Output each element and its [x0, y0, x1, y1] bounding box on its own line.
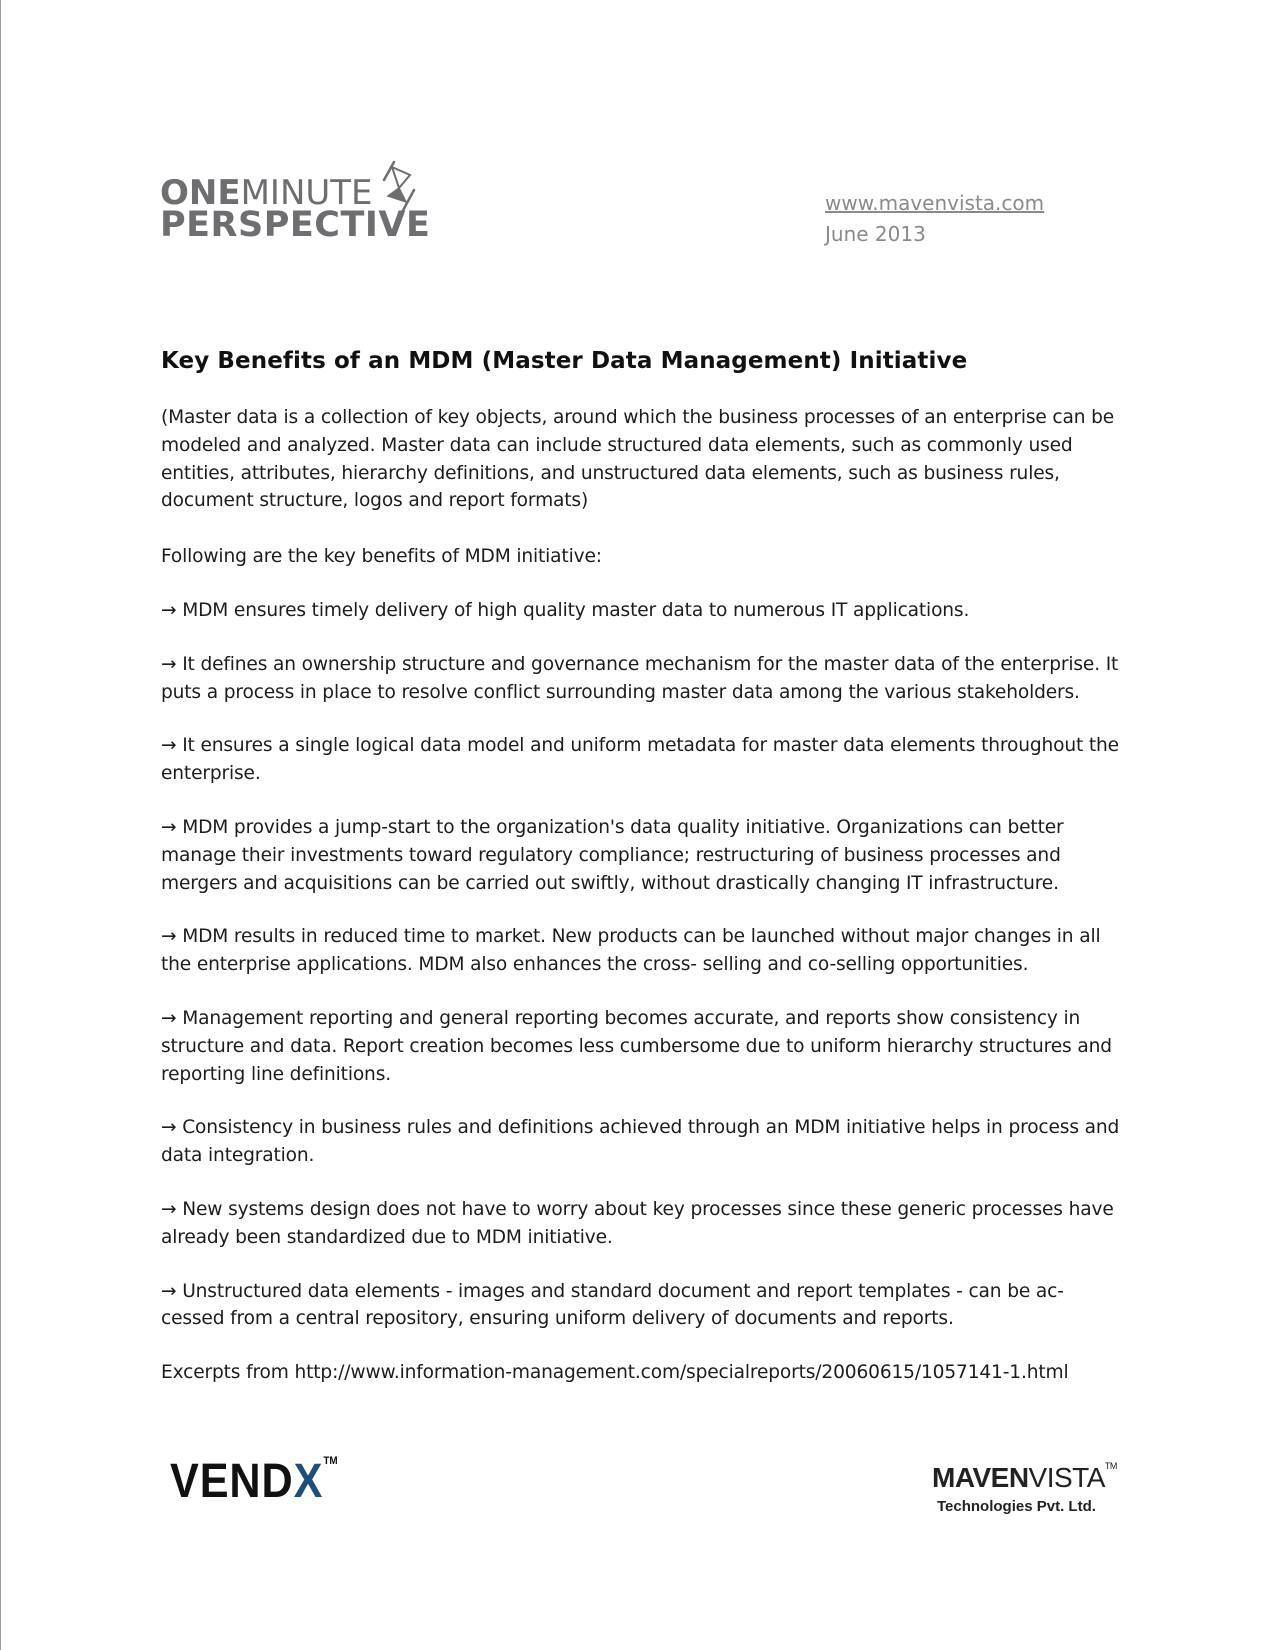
page-edge	[0, 0, 1, 1650]
article-title: Key Benefits of an MDM (Master Data Management) Initiative	[161, 348, 968, 374]
mavenvista-wordmark: MAVENVISTA™	[932, 1461, 1117, 1493]
hourglass-icon	[382, 158, 416, 216]
article-body	[161, 348, 1121, 1413]
benefit-item: → Unstructured data elements - images and standard document and report templates - can be ac-cessed from a central repository, ensuring uniform delivery of documents and reports.	[161, 1280, 1064, 1330]
arrow-icon: →	[161, 816, 177, 838]
lead-in-text: Following are the key benefits of MDM initiative:	[161, 546, 602, 568]
benefit-item: → MDM results in reduced time to market. New products can be launched without major changes in all the enterprise applications. MDM also enhances the cross- selling and co-selling opportunities.	[161, 926, 1101, 976]
arrow-icon: →	[161, 735, 177, 757]
benefit-item: → Management reporting and general reporting becomes accurate, and reports show consistency in structure and data. Report creation becomes less cumbersome due to uniform hierarchy structures and reporting line definitions.	[161, 1007, 1112, 1085]
intro-paragraph: (Master data is a collection of key objects, around which the business processes of an enterprise can be modeled and analyzed. Master data can include structured data elements, such as commonly used entities, attributes, hierarchy definitions, and unstructured data elements, such as business rules, document structure, logos and report formats)	[161, 407, 1115, 512]
benefit-item: → MDM provides a jump-start to the organization's data quality initiative. Organizations can better manage their investments toward regulatory compliance; restructuring of business processes and mergers and acquisitions can be carried out swiftly, without drastically changing IT infrastructure.	[161, 816, 1064, 894]
website-link[interactable]: www.mavenvista.com	[825, 191, 1045, 215]
arrow-icon: →	[161, 926, 177, 948]
arrow-icon: →	[161, 1007, 177, 1029]
arrow-icon: →	[161, 599, 177, 621]
benefit-item: → MDM ensures timely delivery of high quality master data to numerous IT applications.	[161, 599, 970, 621]
benefit-item: → It defines an ownership structure and governance mechanism for the master data of the enterprise. It puts a process in place to resolve conflict surrounding master data among the various stakeholders.	[161, 653, 1119, 703]
logo-line-1: ONEMINUTE	[160, 173, 373, 213]
arrow-icon: →	[161, 1280, 177, 1302]
arrow-icon: →	[161, 1198, 177, 1220]
benefit-item: → New systems design does not have to worry about key processes since these generic processes have already been standardized due to MDM initiative.	[161, 1198, 1114, 1248]
one-minute-perspective-logo	[160, 158, 430, 248]
vendx-logo: VENDX™	[170, 1455, 338, 1508]
arrow-icon: →	[161, 653, 177, 675]
publication-date: June 2013	[825, 222, 926, 246]
logo-line-2: PERSPECTIVE	[160, 205, 431, 245]
benefit-item: → It ensures a single logical data model and uniform metadata for master data elements throughout the enterprise.	[161, 735, 1119, 785]
arrow-icon: →	[161, 1117, 177, 1139]
mavenvista-subtitle: Technologies Pvt. Ltd.	[937, 1498, 1096, 1515]
mavenvista-logo	[932, 1461, 1117, 1524]
source-citation: Excerpts from http://www.information-management.com/specialreports/20060615/1057141-1.html	[161, 1362, 1069, 1384]
benefit-item: → Consistency in business rules and definitions achieved through an MDM initiative helps in process and data integration.	[161, 1117, 1120, 1167]
